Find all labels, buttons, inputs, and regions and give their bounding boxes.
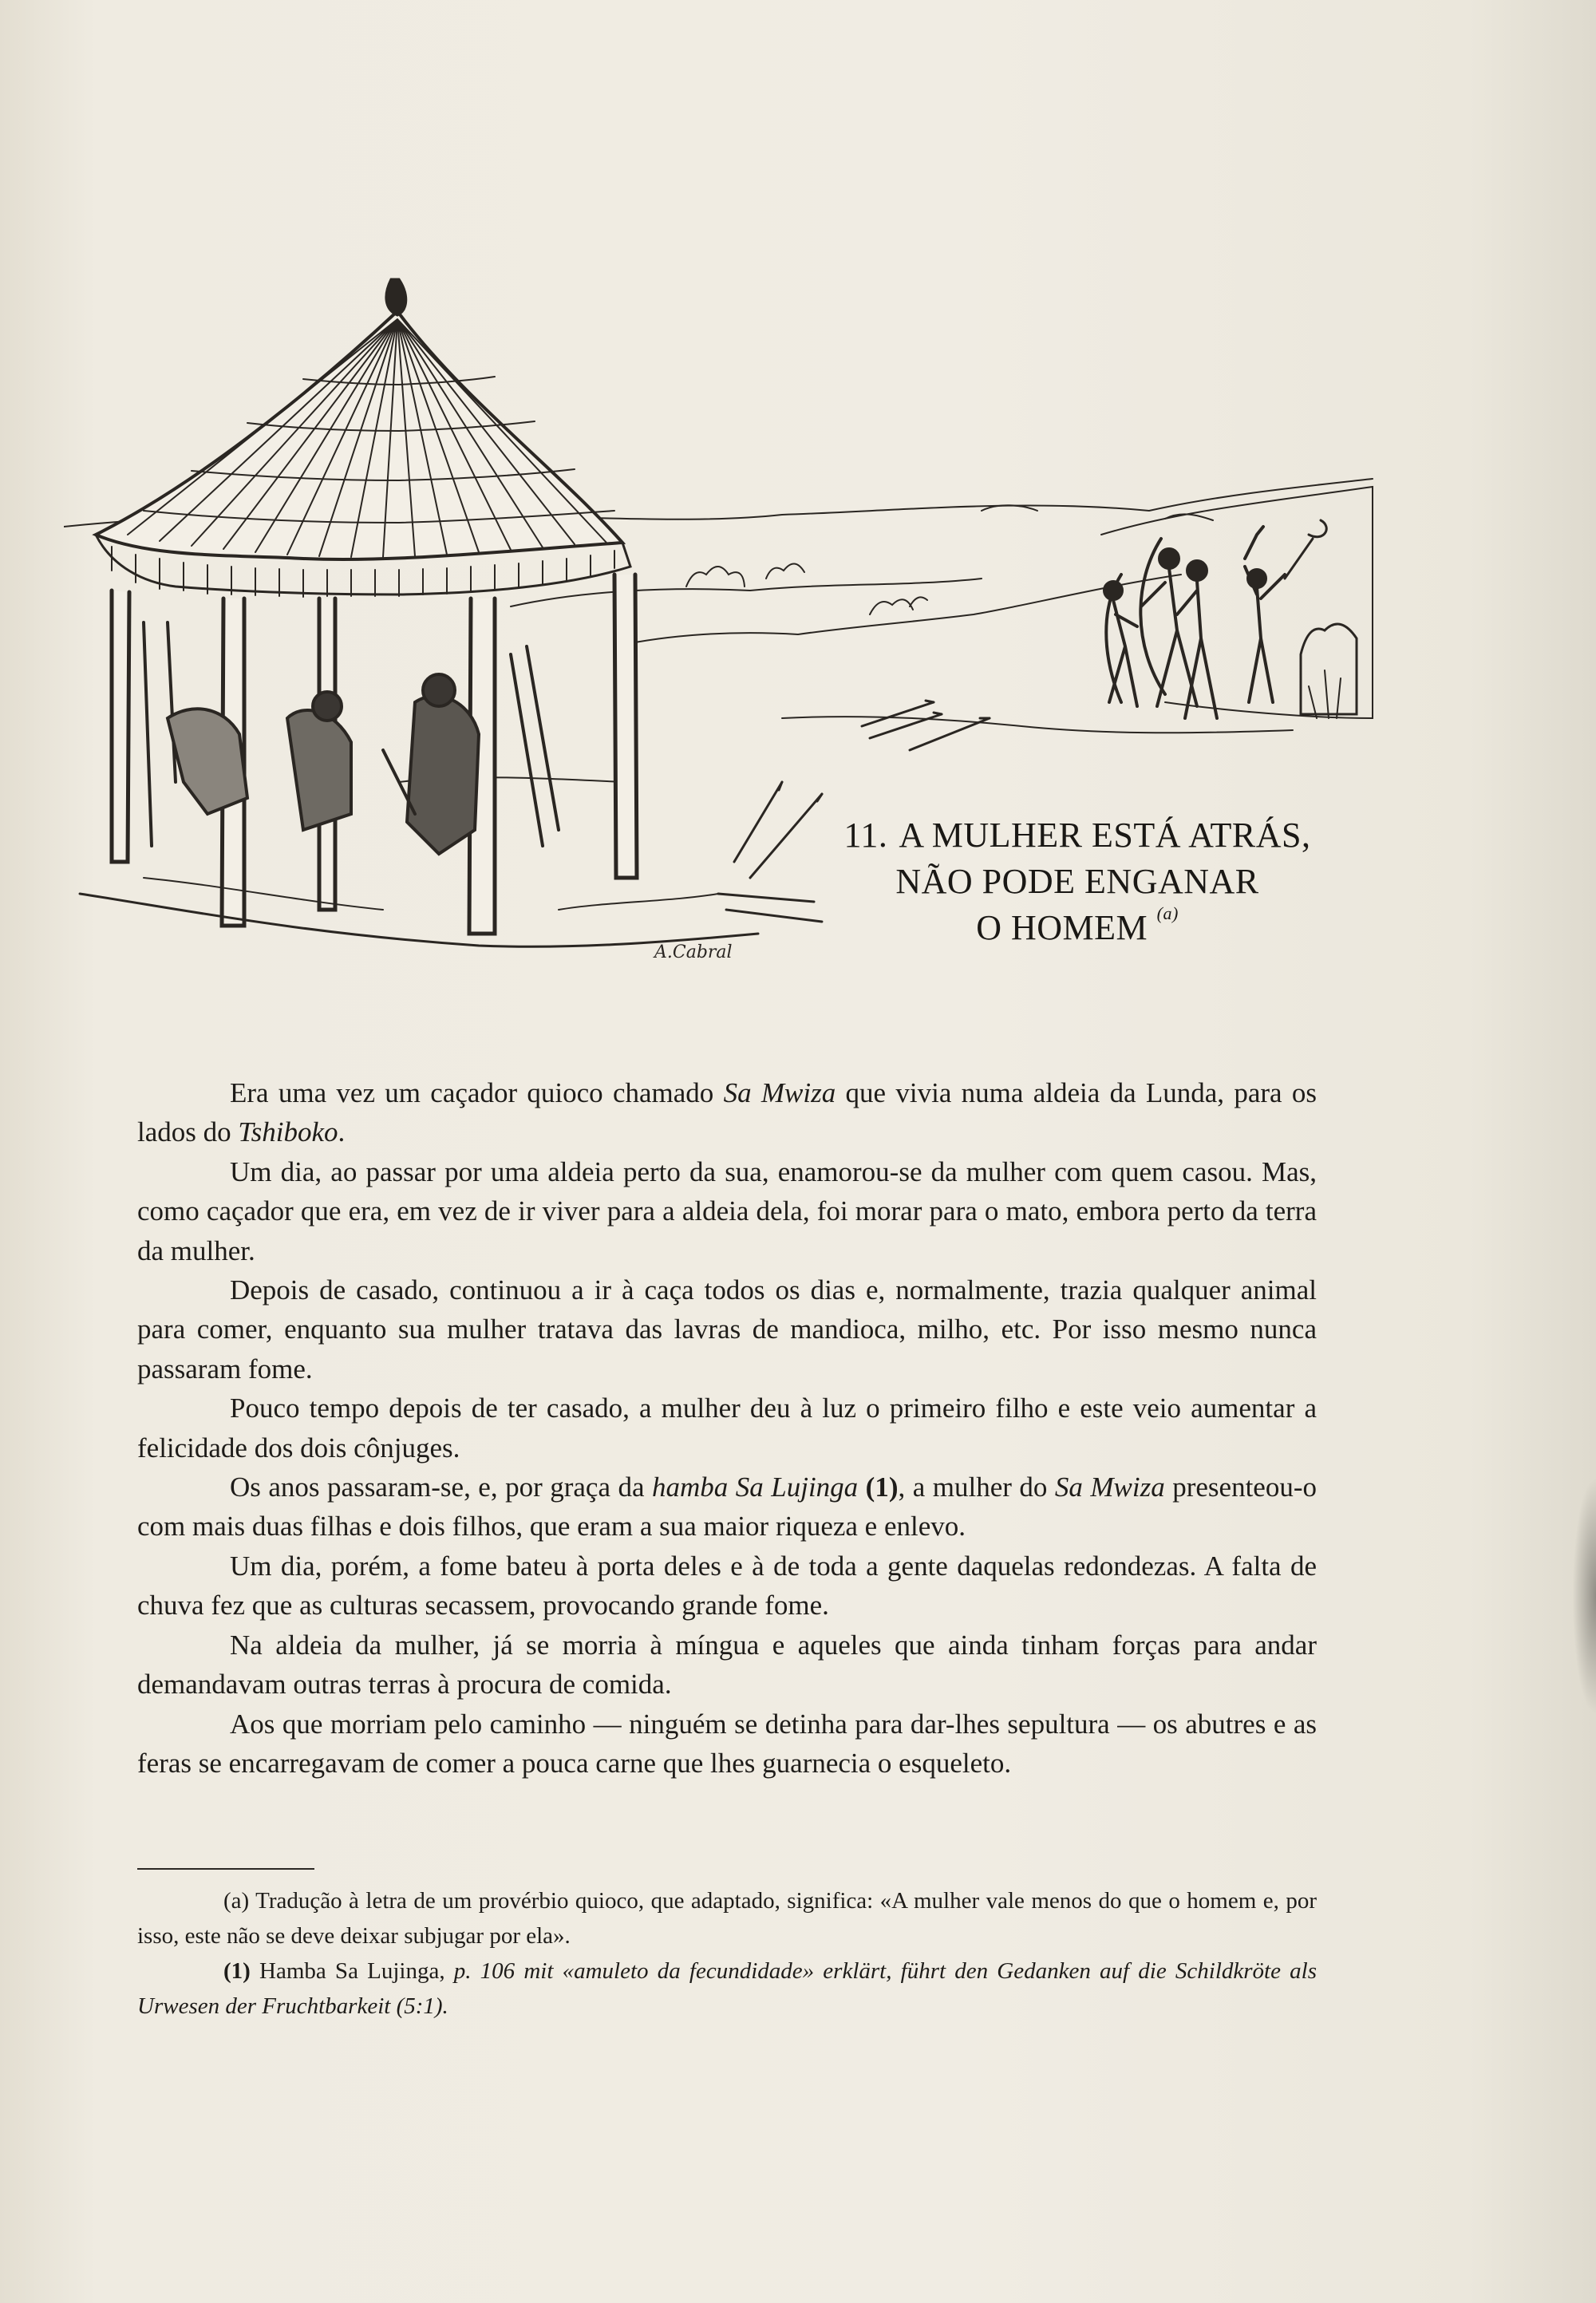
chapter-title-note-marker: (a) [1156,903,1179,923]
footnote-1: (1) Hamba Sa Lujinga, p. 106 mit «amuleto da fecundidade» erklärt, führt den Gedanken auf die Schildkröte als Urwesen der Fruchtbarkeit (5:1). [137,1958,1317,2019]
paragraph-5: Os anos passaram-se, e, por graça da hamba Sa Lujinga (1), a mulher do Sa Mwiza presenteou-o com mais duas filhas e dois filhos, que eram a sua maior riqueza e enlevo. [137,1471,1317,1543]
footnotes [137,1883,1317,2024]
chapter-title-text-1: A MULHER ESTÁ ATRÁS, [899,816,1311,855]
paragraph-6: Um dia, porém, a fome bateu à porta deles e à de toda a gente daquelas redondezas. A falta de chuva fez que as culturas secassem, provocando grande fome. [137,1550,1317,1622]
main-text [137,1073,1317,1783]
paragraph-3: Depois de casado, continuou a ir à caça todos os dias e, normalmente, trazia qualquer animal para comer, enquanto sua mulher tratava das lavras de mandioca, milho, etc. Por isso mesmo nunca passaram fome. [137,1274,1317,1385]
footnote-a: (a) Tradução à letra de um provérbio quioco, que adaptado, significa: «A mulher vale menos do que o homem e, por isso, este não se deve deixar subjugar por ela». [137,1888,1317,1949]
paragraph-7: Na aldeia da mulher, já se morria à míngua e aqueles que ainda tinham forças para andar demandavam outras terras à procura de comida. [137,1629,1317,1701]
page-edge-shadow [1572,1476,1596,1716]
chapter-title-text-3: O HOMEM [976,908,1148,947]
paragraph-4: Pouco tempo depois de ter casado, a mulher deu à luz o primeiro filho e este veio aumentar a felicidade dos dois cônjuges. [137,1392,1317,1464]
footnote-a-mark: (a) [223,1888,250,1914]
chapter-title-line-1 [798,812,1357,859]
chapter-number: 11. [843,816,888,855]
illustration-signature: A.Cabral [654,942,733,962]
chapter-title [798,812,1357,951]
footnote-1-mark: (1) [223,1958,251,1984]
paragraph-2: Um dia, ao passar por uma aldeia perto da sua, enamorou-se da mulher com quem casou. Mas, como caçador que era, em vez de ir viver para a aldeia dela, foi morar para o mato, embora perto da terra da mulher. [137,1155,1317,1266]
paragraph-1: Era uma vez um caçador quioco chamado Sa Mwiza que vivia numa aldeia da Lunda, para os lados do Tshiboko. [137,1077,1317,1148]
paragraph-8: Aos que morriam pelo caminho — ninguém se detinha para dar-lhes sepultura — os abutres e as feras se encarregavam de comer a pouca carne que lhes guarnecia o esqueleto. [137,1708,1317,1779]
chapter-title-line-3 [798,905,1357,951]
chapter-title-line-2: NÃO PODE ENGANAR [895,862,1259,901]
footnote-divider [137,1868,314,1870]
